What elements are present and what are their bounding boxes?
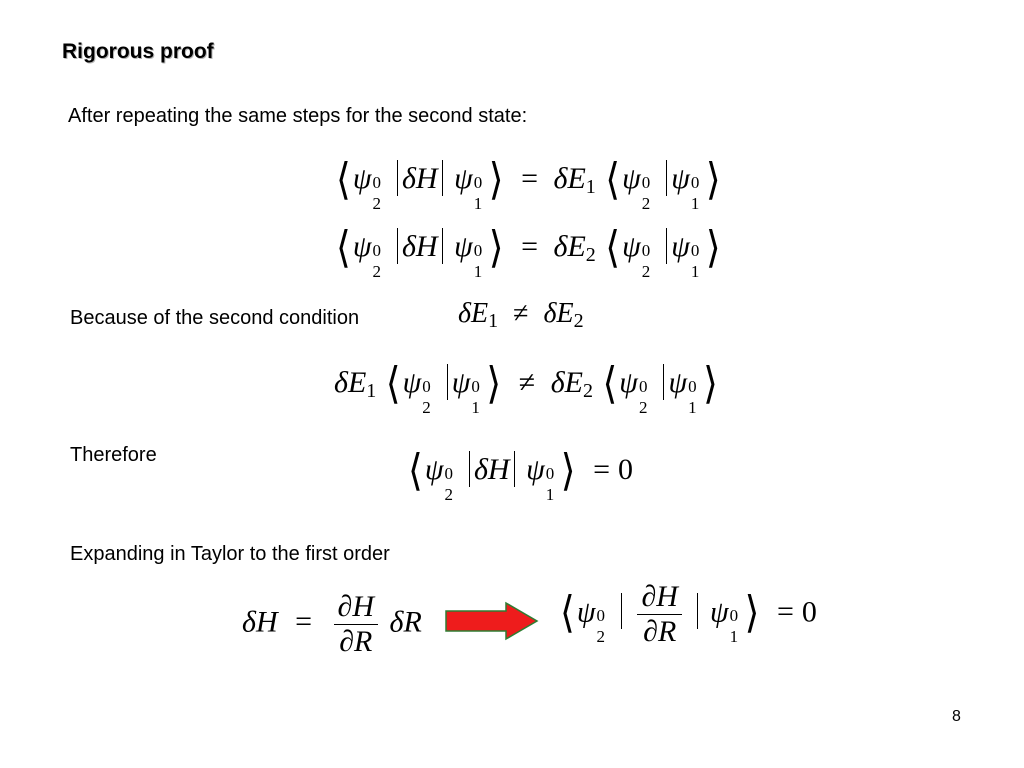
condition-inequality: δE1 ≠ δE2	[458, 298, 584, 332]
taylor-equation: δH = $\frac{\partial H}{\partial R}$ δR	[242, 590, 422, 658]
equation-1: ⟨ψ 0 2 δH ψ 0 1 ⟩ = δE1 ⟨ψ 0 2 ψ 0 1 ⟩	[336, 155, 721, 213]
expanding-text: Expanding in Taylor to the first order	[70, 543, 390, 565]
slide-title: Rigorous proof	[62, 40, 214, 63]
page-number: 8	[952, 708, 961, 725]
result-equation: ⟨ψ 0 2 $\frac{\partial H}{\partial R}$ ψ 0 1 ⟩ = 0	[560, 580, 817, 648]
equation-4: ⟨ψ 0 2 δH ψ 0 1 ⟩ = 0	[408, 446, 633, 504]
derivative-fraction: $\frac{\partial H}{\partial R}$	[334, 590, 379, 659]
right-arrow-icon	[444, 601, 540, 641]
because-text: Because of the second condition	[70, 307, 360, 329]
equation-2: ⟨ψ 0 2 δH ψ 0 1 ⟩ = δE2 ⟨ψ 0 2 ψ 0 1 ⟩	[336, 223, 721, 281]
result-derivative-fraction: $\frac{\partial H}{\partial R}$	[637, 580, 682, 649]
intro-text: After repeating the same steps for the second state:	[68, 105, 528, 127]
equation-3: δE1 ⟨ψ 0 2 ψ 0 1 ⟩ ≠ δE2 ⟨ψ 0 2 ψ 0 1 ⟩	[334, 359, 718, 417]
therefore-text: Therefore	[70, 444, 157, 466]
